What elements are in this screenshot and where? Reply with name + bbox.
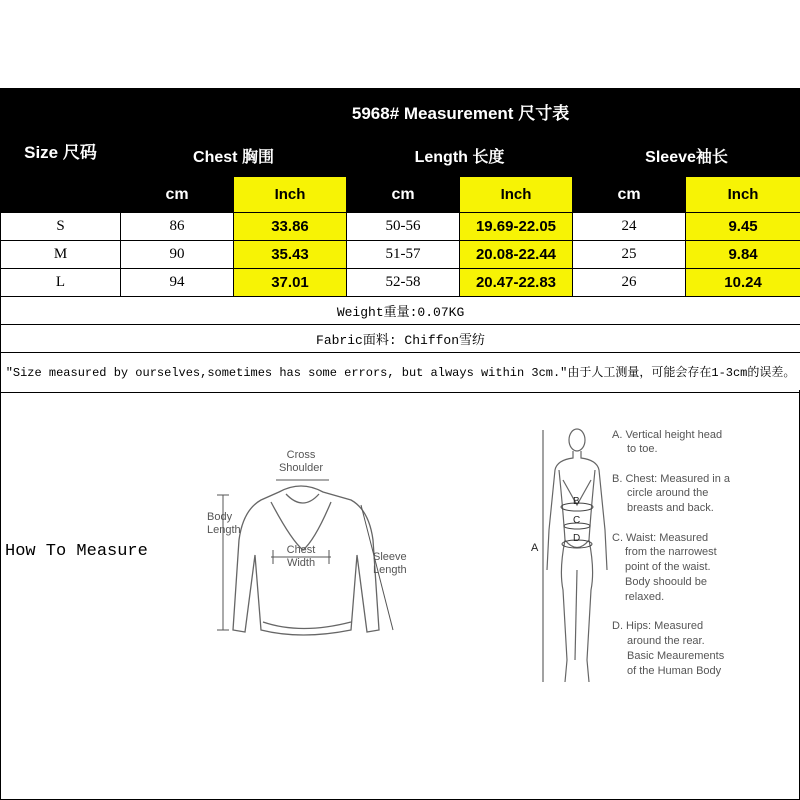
sleeve-inch-cell: 9.45 [686, 213, 800, 241]
instruction-d: around the rear. [627, 635, 705, 647]
instruction-b: circle around the [627, 487, 709, 499]
chest-cm-cell: 86 [121, 213, 234, 241]
body-length-label: Length [207, 524, 241, 536]
instruction-c: Body shoould be [625, 576, 707, 588]
size-cell: M [1, 241, 121, 269]
size-header: Size 尺码 [1, 89, 121, 213]
instruction-c: from the narrowest [625, 546, 717, 558]
sleeve-length-label: Sleeve [373, 551, 407, 563]
sleeve-inch-cell: 9.84 [686, 241, 800, 269]
unit-cm: cm [347, 177, 460, 213]
table-title: 5968# Measurement 尺寸表 [121, 89, 800, 135]
measurement-instructions [609, 426, 779, 686]
chest-inch-cell: 37.01 [234, 269, 347, 297]
instruction-a: A. Vertical height head [612, 429, 723, 441]
chest-cm-cell: 94 [121, 269, 234, 297]
length-inch-cell: 20.47-22.83 [460, 269, 573, 297]
how-to-measure-section [0, 390, 800, 800]
body-letter-c: C [573, 515, 581, 526]
instruction-b: B. Chest: Measured in a [612, 473, 731, 485]
weight-row: Weight重量:0.07KG [1, 297, 800, 325]
sleeve-length-label: Length [373, 564, 407, 576]
unit-cm: cm [121, 177, 234, 213]
table-row [1, 241, 800, 269]
length-group-header: Length 长度 [347, 135, 573, 177]
length-inch-cell: 19.69-22.05 [460, 213, 573, 241]
instruction-b: breasts and back. [627, 502, 714, 514]
body-letter-a: A [531, 542, 539, 554]
unit-inch: Inch [234, 177, 347, 213]
chest-inch-cell: 33.86 [234, 213, 347, 241]
chest-width-label: Chest [286, 544, 316, 556]
body-letter-b: B [573, 496, 580, 507]
body-length-label: Body [207, 511, 233, 523]
instruction-d: D. Hips: Measured [612, 620, 704, 632]
unit-inch: Inch [686, 177, 800, 213]
instruction-c: relaxed. [625, 591, 665, 603]
body-figure-diagram [529, 420, 619, 690]
size-cell: S [1, 213, 121, 241]
chest-cm-cell: 90 [121, 241, 234, 269]
sleeve-inch-cell: 10.24 [686, 269, 800, 297]
fabric-row: Fabric面料: Chiffon雪纺 [1, 325, 800, 353]
sleeve-cm-cell: 25 [573, 241, 686, 269]
table-row [1, 213, 800, 241]
chest-inch-cell: 35.43 [234, 241, 347, 269]
cross-shoulder-label: Cross [286, 449, 316, 461]
how-to-measure-title: How To Measure [5, 542, 148, 561]
chest-group-header: Chest 胸围 [121, 135, 347, 177]
measurement-note: "Size measured by ourselves,sometimes has some errors, but always within 3cm."由于人工测量，可能会存在1-3cm的误差。 [1, 353, 800, 393]
sleeve-group-header: Sleeve袖长 [573, 135, 800, 177]
instruction-a: to toe. [627, 443, 658, 455]
length-inch-cell: 20.08-22.44 [460, 241, 573, 269]
size-cell: L [1, 269, 121, 297]
size-chart-table [0, 88, 800, 393]
chest-width-label: Width [286, 557, 316, 569]
length-cm-cell: 52-58 [347, 269, 460, 297]
length-cm-cell: 51-57 [347, 241, 460, 269]
body-letter-d: D [573, 533, 581, 544]
unit-inch: Inch [460, 177, 573, 213]
cross-shoulder-label: Shoulder [278, 462, 324, 474]
instruction-d: of the Human Body [627, 665, 722, 677]
length-cm-cell: 50-56 [347, 213, 460, 241]
sleeve-cm-cell: 26 [573, 269, 686, 297]
instruction-c: C. Waist: Measured [612, 532, 709, 544]
sleeve-cm-cell: 24 [573, 213, 686, 241]
garment-diagram [201, 440, 421, 670]
instruction-c: point of the waist. [625, 561, 711, 573]
table-row [1, 269, 800, 297]
unit-cm: cm [573, 177, 686, 213]
instruction-d: Basic Meaurements [627, 650, 725, 662]
